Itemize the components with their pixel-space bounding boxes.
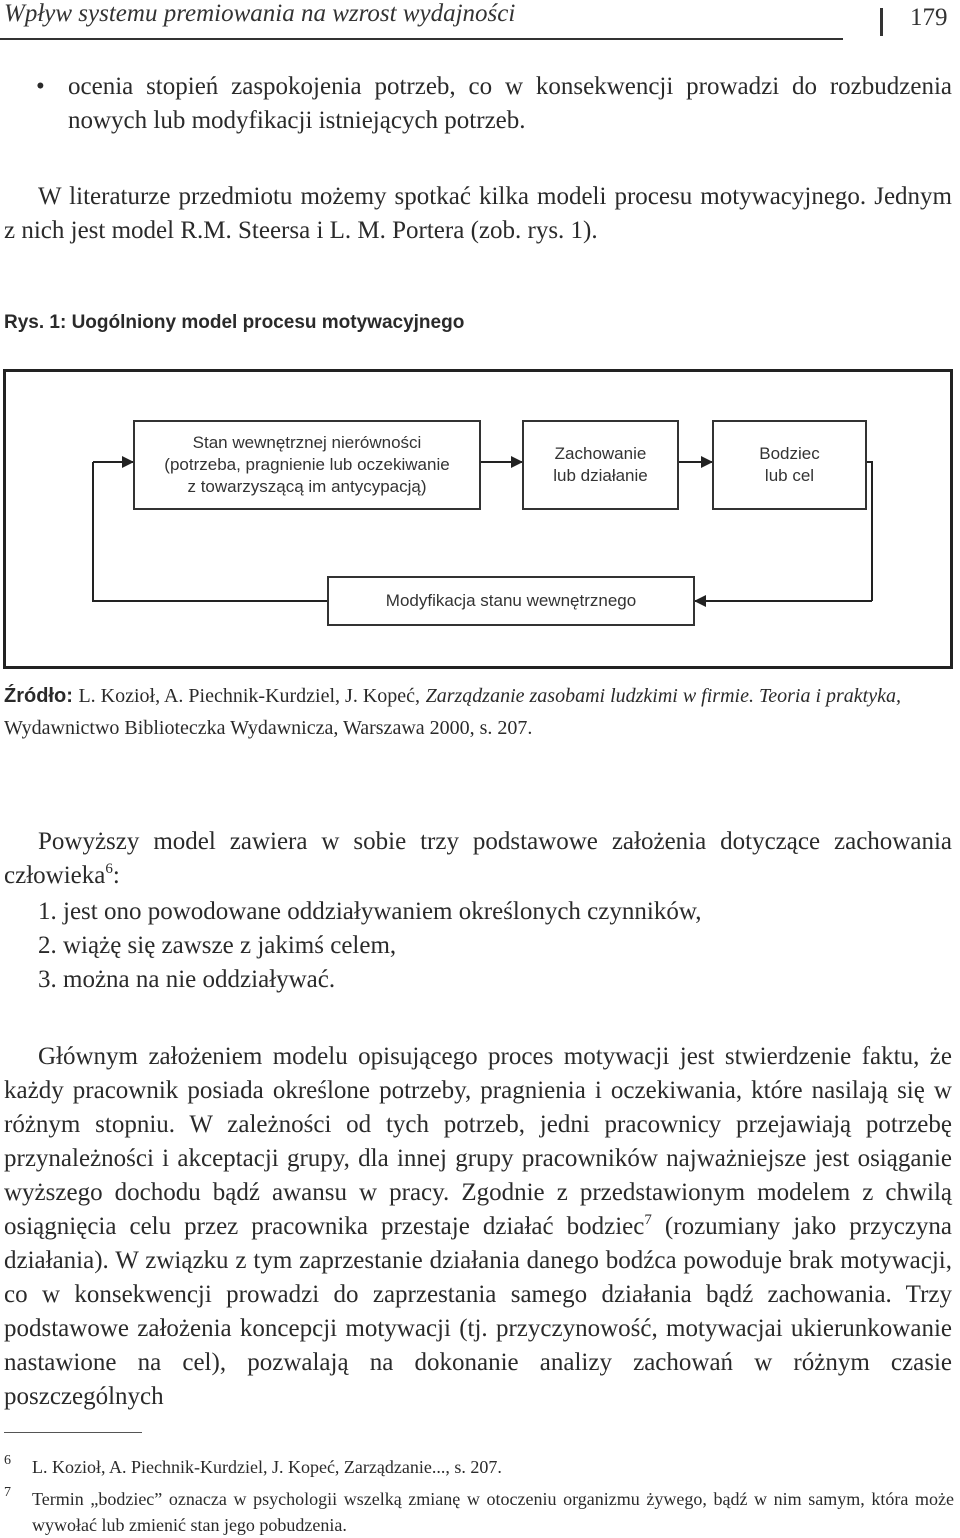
list-item: 3. można na nie oddziaływać. — [38, 966, 336, 993]
page-number: 179 — [910, 4, 948, 31]
list-item: 1. jest ono powodowane oddziaływaniem określonych czynników, — [38, 898, 702, 925]
main-paragraph — [4, 1040, 952, 1414]
main-paragraph-part1: Głównym założeniem modelu opisującego proces motywacji jest stwierdzenie faktu, że każdy pracownik posiada określone potrzeby, pragnienia i oczekiwania, które nasilają się w różnym stopniu. W zależności od tych potrzeb, jedni pracownicy przejawiają potrzebę przynależności i akceptacji grupy, dla innej grupy pracowników najważniejsze jest osiąganie wyższego dochodu bądź awansu w pracy. Zgodnie z przedstawionym modelem z chwilą osiągnięcia celu przez pracownika przestaje działać bodziec — [4, 1043, 952, 1240]
footnote-6 — [4, 1454, 954, 1480]
source-publisher: Wydawnictwo Biblioteczka Wydawnicza, Warszawa 2000, s. 207. — [4, 717, 533, 739]
bullet-text: ocenia stopień zaspokojenia potrzeb, co w konsekwencji prowadzi do rozbudzenia nowych lub modyfikacji istniejących potrzeb. — [68, 73, 952, 134]
state-line-1: Stan wewnętrznej nierówności — [192, 433, 422, 452]
footnote-text: L. Kozioł, A. Piechnik-Kurdziel, J. Kopeć, Zarządzanie..., s. 207. — [32, 1457, 502, 1477]
footnote-number: 7 — [4, 1485, 11, 1500]
intro-paragraph: W literaturze przedmiotu możemy spotkać kilka modeli procesu motywacyjnego. Jednym z nich jest model R.M. Steersa i L. M. Portera (zob. rys. 1). — [4, 183, 952, 244]
footnote-text: Termin „bodziec” oznacza w psychologii wszelką zmianę w otoczeniu organizmu żywego, bądź w nim samym, która może wywołać lub zmienić stan jego pobudzenia. — [32, 1489, 954, 1535]
figure-source — [4, 680, 952, 744]
behavior-line-1: Zachowanie — [554, 444, 647, 463]
main-paragraph-part2: (rozumiany jako przyczyna działania). W związku z tym zaprzestanie działania danego bodźca powoduje brak motywacji, co w konsekwencji prowadzi do zaprzestania samego działania bądź zachowania. Trzy podstawowe założenia koncepcji motywacji (tj. przyczynowość, motywacjai ukierunkowanie nastawione na cel), pozwalają na dokonanie analizy zachowań w różnym czasie poszczególnych — [4, 1213, 952, 1410]
state-box — [133, 420, 481, 510]
assumptions-paragraph — [4, 825, 952, 893]
source-label: Źródło: — [4, 685, 73, 707]
running-head — [0, 0, 960, 48]
bullet-dot-icon: • — [36, 73, 45, 100]
modification-label: Modyfikacja stanu wewnętrznego — [385, 591, 637, 610]
header-separator — [880, 8, 883, 36]
state-line-2: (potrzeba, pragnienie lub oczekiwanie — [164, 455, 450, 474]
behavior-line-2: lub działanie — [553, 466, 648, 485]
footnote-7 — [4, 1486, 954, 1538]
source-title: Zarządzanie zasobami ludzkimi w firmie. Teoria i praktyka, — [425, 685, 901, 707]
source-authors: L. Kozioł, A. Piechnik-Kurdziel, J. Kopeć, — [78, 685, 421, 707]
stimulus-line-2: lub cel — [764, 466, 815, 485]
assumptions-colon: : — [112, 862, 120, 889]
list-item: 2. wiążę się zawsze z jakimś celem, — [38, 932, 397, 959]
modification-box — [327, 576, 695, 626]
assumptions-intro: Powyższy model zawiera w sobie trzy podstawowe założenia dotyczące zachowania człowieka — [4, 828, 952, 889]
stimulus-line-1: Bodziec — [759, 444, 820, 463]
assumptions-list — [38, 895, 702, 997]
diagram-frame — [3, 369, 953, 669]
figure-caption: Rys. 1: Uogólniony model procesu motywacyjnego — [4, 312, 465, 333]
footnote-ref-7[interactable]: 7 — [644, 1212, 652, 1228]
stimulus-box — [712, 420, 867, 510]
footnote-number: 6 — [4, 1453, 11, 1468]
footnote-ref-6[interactable]: 6 — [105, 861, 113, 877]
bullet-item — [36, 70, 952, 138]
behavior-box — [522, 420, 679, 510]
header-rule — [0, 38, 843, 40]
state-line-3: z towarzyszącą im antycypacją) — [187, 477, 427, 496]
running-title: Wpływ systemu premiowania na wzrost wydajności — [4, 0, 516, 27]
footnote-rule — [4, 1432, 142, 1433]
